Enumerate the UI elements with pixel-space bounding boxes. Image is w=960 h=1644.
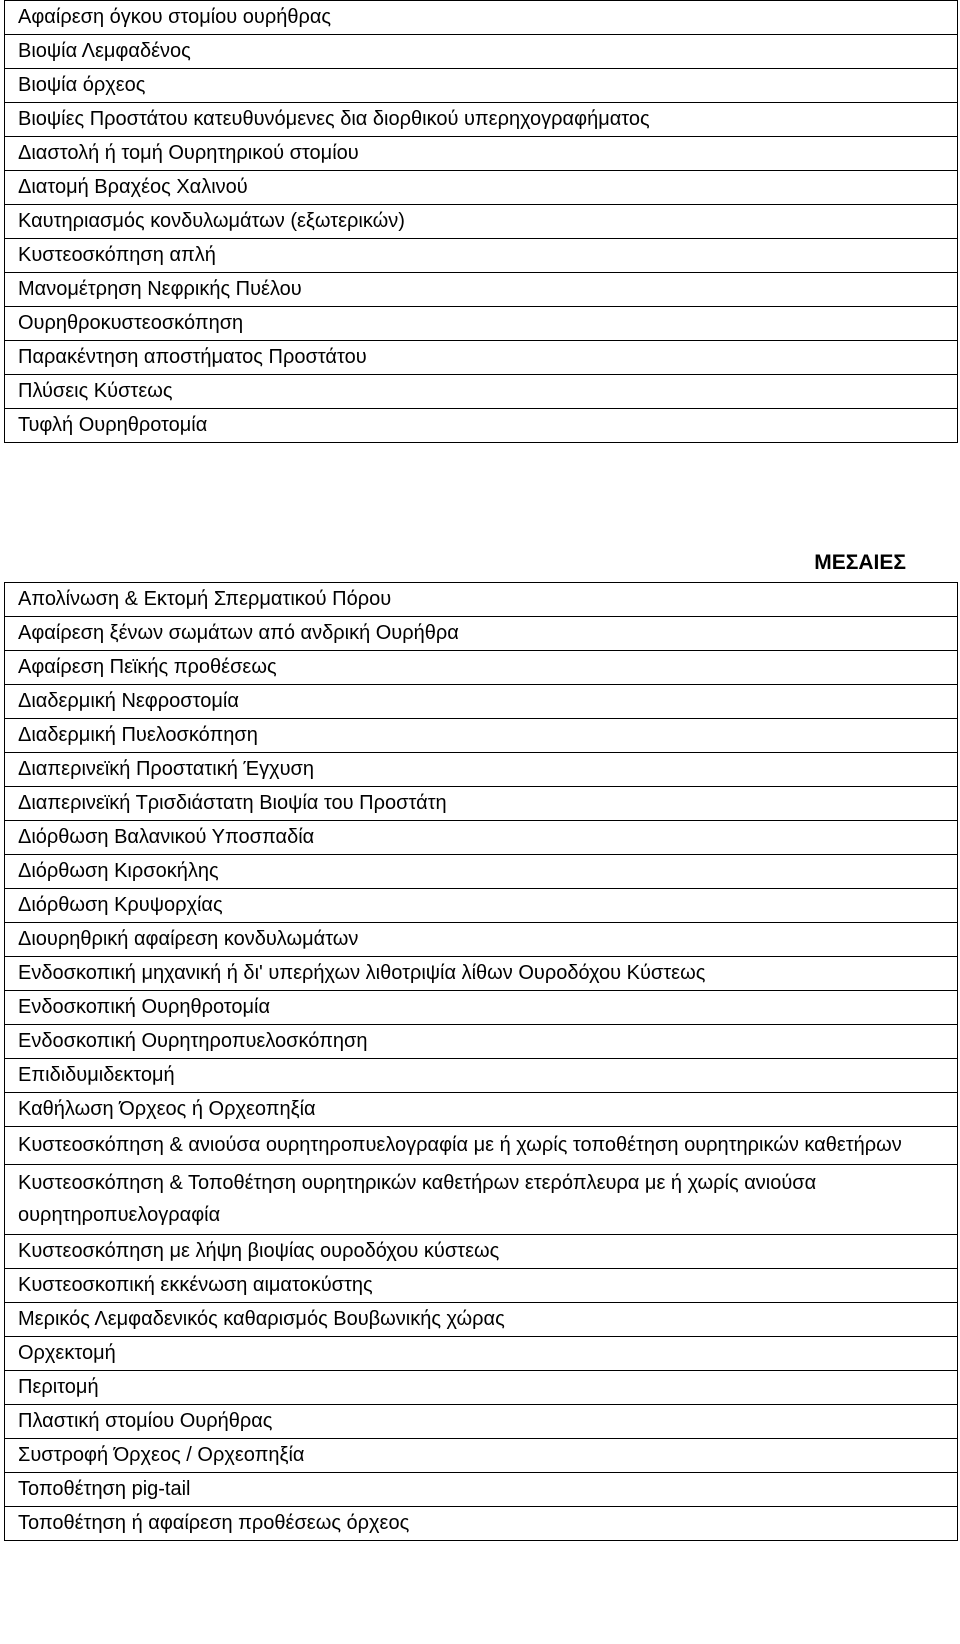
- procedure-cell: Διαδερμική Νεφροστομία: [5, 685, 958, 719]
- procedure-cell: Απολίνωση & Εκτομή Σπερματικού Πόρου: [5, 583, 958, 617]
- section-heading: [4, 551, 956, 575]
- table-row: [5, 1165, 958, 1235]
- procedure-cell: Επιδιδυμιδεκτομή: [5, 1059, 958, 1093]
- procedure-cell: Διόρθωση Κρυψορχίας: [5, 889, 958, 923]
- table-row: [5, 1093, 958, 1127]
- procedure-cell: Μανομέτρηση Νεφρικής Πυέλου: [5, 273, 958, 307]
- procedure-cell: Καθήλωση Όρχεος ή Ορχεοπηξία: [5, 1093, 958, 1127]
- table-row: [5, 719, 958, 753]
- procedure-cell: Παρακέντηση αποστήματος Προστάτου: [5, 341, 958, 375]
- table-row: [5, 1127, 958, 1165]
- table-row: [5, 923, 958, 957]
- table-row: [5, 137, 958, 171]
- procedure-cell: Κυστεοσκόπηση & Τοποθέτηση ουρητηρικών καθετήρων ετερόπλευρα με ή χωρίς ανιούσα ουρητηροπυελογραφία: [5, 1165, 958, 1235]
- procedure-cell: Διόρθωση Βαλανικού Υποσπαδία: [5, 821, 958, 855]
- table-row: [5, 35, 958, 69]
- procedure-cell: Βιοψία Λεμφαδένος: [5, 35, 958, 69]
- procedure-cell: Διαπερινεϊκή Τρισδιάστατη Βιοψία του Προστάτη: [5, 787, 958, 821]
- procedure-cell: Τυφλή Ουρηθροτομία: [5, 409, 958, 443]
- procedure-cell: Αφαίρεση ξένων σωμάτων από ανδρική Ουρήθρα: [5, 617, 958, 651]
- procedure-cell: Περιτομή: [5, 1371, 958, 1405]
- table-row: [5, 1235, 958, 1269]
- table-row: [5, 1303, 958, 1337]
- procedure-cell: Διαστολή ή τομή Ουρητηρικού στομίου: [5, 137, 958, 171]
- table-row: [5, 1405, 958, 1439]
- table-row: [5, 205, 958, 239]
- table-row: [5, 957, 958, 991]
- procedures-table-top: [4, 0, 958, 443]
- table-row: [5, 821, 958, 855]
- procedure-cell: Διατομή Βραχέος Χαλινού: [5, 171, 958, 205]
- procedure-cell: Τοποθέτηση pig-tail: [5, 1473, 958, 1507]
- table-row: [5, 685, 958, 719]
- procedure-cell: Ουρηθροκυστεοσκόπηση: [5, 307, 958, 341]
- section-heading-text: ΜΕΣΑΙΕΣ: [814, 551, 906, 574]
- procedure-cell: Κυστεοσκόπηση με λήψη βιοψίας ουροδόχου κύστεως: [5, 1235, 958, 1269]
- table-row: [5, 1337, 958, 1371]
- table-row: [5, 787, 958, 821]
- table-row: [5, 1439, 958, 1473]
- procedure-cell: Συστροφή Όρχεος / Ορχεοπηξία: [5, 1439, 958, 1473]
- table-row: [5, 1269, 958, 1303]
- table-row: [5, 273, 958, 307]
- procedure-cell: Καυτηριασμός κονδυλωμάτων (εξωτερικών): [5, 205, 958, 239]
- procedure-cell: Διόρθωση Κιρσοκήλης: [5, 855, 958, 889]
- table-row: [5, 171, 958, 205]
- table-row: [5, 1371, 958, 1405]
- procedure-cell: Πλύσεις Κύστεως: [5, 375, 958, 409]
- table-row: [5, 651, 958, 685]
- table-row: [5, 617, 958, 651]
- table-row: [5, 239, 958, 273]
- procedures-table-medium: [4, 582, 958, 1541]
- procedure-cell: Μερικός Λεμφαδενικός καθαρισμός Βουβωνικής χώρας: [5, 1303, 958, 1337]
- procedure-cell: Ορχεκτομή: [5, 1337, 958, 1371]
- procedure-cell: Διαπερινεϊκή Προστατική Έγχυση: [5, 753, 958, 787]
- procedure-cell: Ενδοσκοπική μηχανική ή δι' υπερήχων λιθοτριψία λίθων Ουροδόχου Κύστεως: [5, 957, 958, 991]
- procedure-cell: Πλαστική στομίου Ουρήθρας: [5, 1405, 958, 1439]
- table-row: [5, 341, 958, 375]
- procedure-cell: Αφαίρεση Πεϊκής προθέσεως: [5, 651, 958, 685]
- procedure-cell: Διαδερμική Πυελοσκόπηση: [5, 719, 958, 753]
- table-row: [5, 753, 958, 787]
- procedure-cell: Βιοψία όρχεος: [5, 69, 958, 103]
- table-row: [5, 375, 958, 409]
- table-row: [5, 1507, 958, 1541]
- procedure-cell: Ενδοσκοπική Ουρηθροτομία: [5, 991, 958, 1025]
- table-row: [5, 1059, 958, 1093]
- procedure-cell: Διουρηθρική αφαίρεση κονδυλωμάτων: [5, 923, 958, 957]
- table-row: [5, 103, 958, 137]
- procedure-cell: Βιοψίες Προστάτου κατευθυνόμενες δια διορθικού υπερηχογραφήματος: [5, 103, 958, 137]
- table-row: [5, 991, 958, 1025]
- procedure-cell: Ενδοσκοπική Ουρητηροπυελοσκόπηση: [5, 1025, 958, 1059]
- table-row: [5, 409, 958, 443]
- table-row: [5, 583, 958, 617]
- procedure-cell: Κυστεοσκόπηση & ανιούσα ουρητηροπυελογραφία με ή χωρίς τοποθέτηση ουρητηρικών καθετήρων: [5, 1127, 958, 1165]
- table-row: [5, 889, 958, 923]
- table-row: [5, 1, 958, 35]
- table-row: [5, 855, 958, 889]
- table-row: [5, 1025, 958, 1059]
- procedure-cell: Κυστεοσκόπηση απλή: [5, 239, 958, 273]
- procedure-cell: Αφαίρεση όγκου στομίου ουρήθρας: [5, 1, 958, 35]
- table-row: [5, 1473, 958, 1507]
- procedure-cell: Κυστεοσκοπική εκκένωση αιματοκύστης: [5, 1269, 958, 1303]
- table-row: [5, 307, 958, 341]
- procedure-cell: Τοποθέτηση ή αφαίρεση προθέσεως όρχεος: [5, 1507, 958, 1541]
- table-row: [5, 69, 958, 103]
